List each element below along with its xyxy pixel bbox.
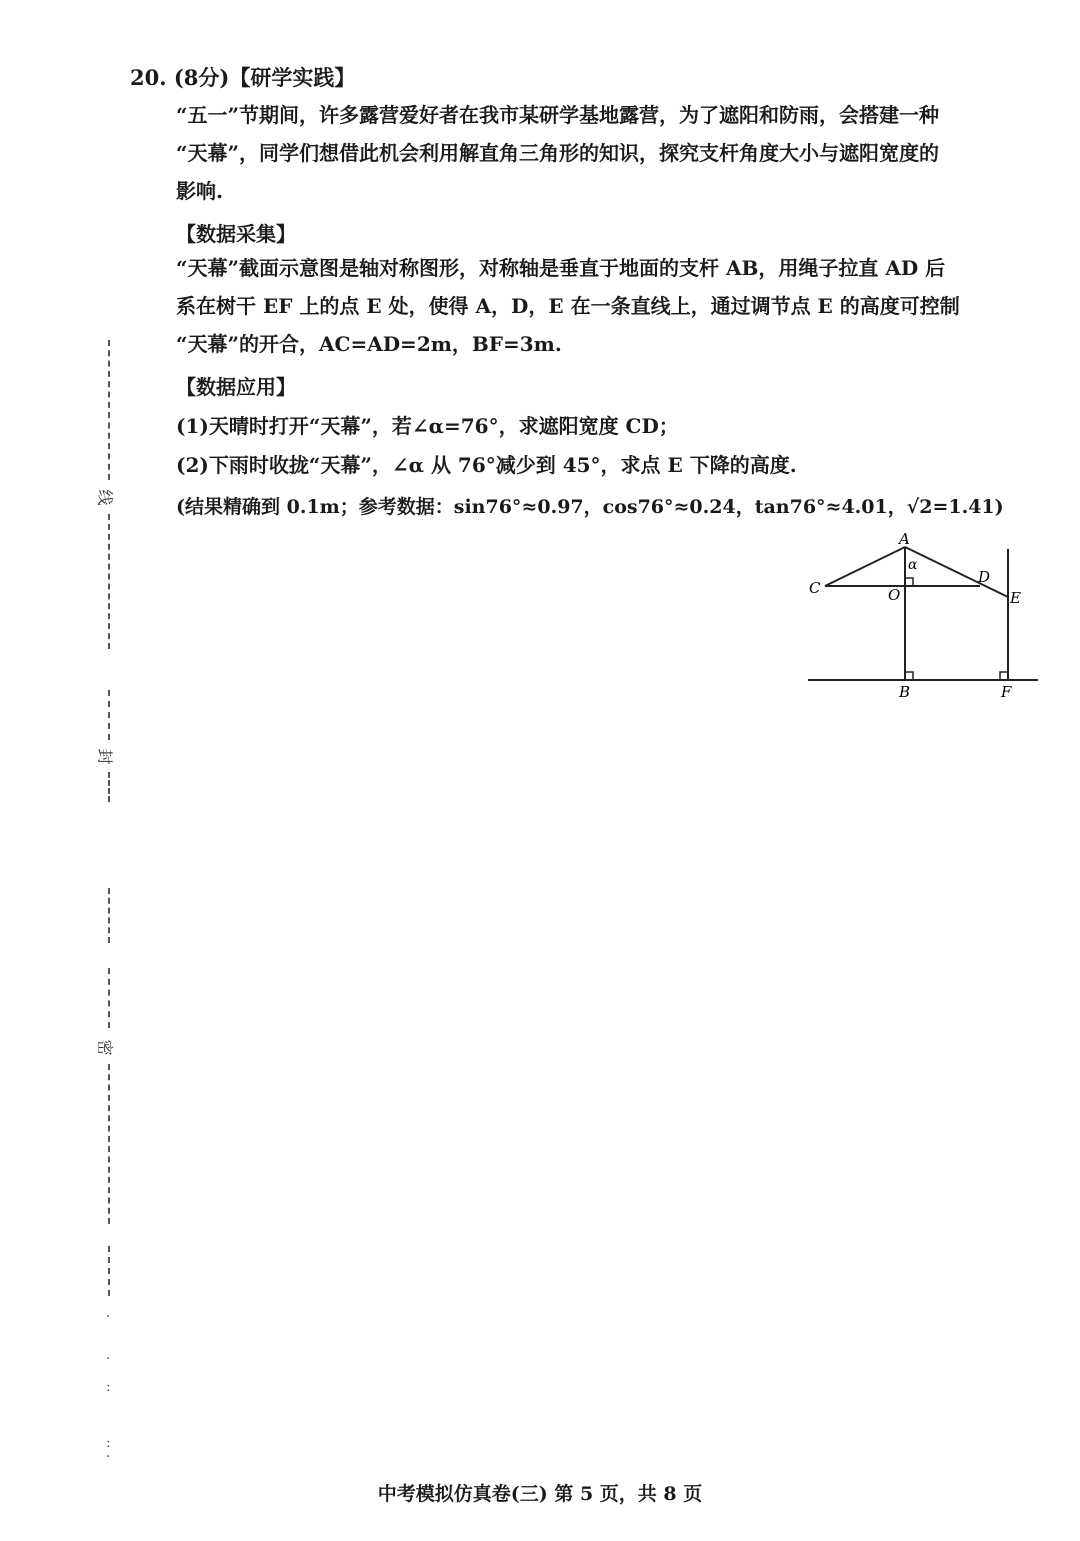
margin-dashed-line [108, 340, 110, 480]
data-collection-line-1: “天幕”截面示意图是轴对称图形，对称轴是垂直于地面的支杆 AB，用绳子拉直 AD 后 [176, 256, 946, 280]
label-c: C [809, 579, 821, 597]
right-angle-f [1000, 672, 1008, 680]
margin-char-line: 线 [95, 489, 115, 506]
label-a: A [899, 530, 910, 548]
data-application-title: 【数据应用】 [176, 375, 296, 399]
data-collection-line-2: 系在树干 EF 上的点 E 处，使得 A，D，E 在一条直线上，通过调节点 E 的高度可控制 [176, 294, 960, 318]
margin-char-seal: 封 [95, 748, 115, 765]
label-f: F [1001, 683, 1012, 701]
margin-dots: · · : : · [106, 1309, 111, 1465]
intro-line-1: “五一”节期间，许多露营爱好者在我市某研学基地露营，为了遮阳和防雨，会搭建一种 [176, 103, 940, 127]
margin-dashed-line [108, 690, 110, 740]
margin-dashed-line [108, 888, 110, 943]
data-collection-line-3: “天幕”的开合，AC=AD=2m，BF=3m. [176, 332, 562, 356]
right-angle-o [905, 578, 913, 586]
sub-question-1: (1)天晴时打开“天幕”，若∠α=76°，求遮阳宽度 CD； [176, 414, 679, 438]
question-header: 20. (8分)【研学实践】 [130, 65, 356, 90]
label-b: B [899, 683, 911, 701]
margin-dashed-line [108, 772, 110, 802]
label-alpha: α [908, 557, 918, 573]
margin-char-secret: 密 [95, 1039, 115, 1056]
line-ae [905, 547, 1008, 597]
intro-paragraph [176, 96, 1044, 210]
line-ac [825, 547, 905, 586]
right-angle-b [905, 672, 913, 680]
margin-dashed-line [108, 1064, 110, 1224]
margin-dashed-line [108, 1246, 110, 1296]
label-d: D [978, 568, 991, 586]
data-collection-paragraph [176, 249, 1044, 363]
label-e: E [1010, 589, 1021, 607]
reference-note: (结果精确到 0.1m；参考数据：sin76°≈0.97，cos76°≈0.24，tan76°≈4.01，√2=1.41) [176, 496, 1004, 518]
label-o: O [888, 586, 901, 604]
tent-diagram [800, 525, 1045, 705]
margin-dashed-line [108, 514, 110, 649]
margin-dashed-line [108, 968, 110, 1028]
sub-question-2: (2)下雨时收拢“天幕”，∠α 从 76°减少到 45°，求点 E 下降的高度. [176, 453, 797, 477]
data-collection-title: 【数据采集】 [176, 222, 296, 246]
intro-line-2: “天幕”，同学们想借此机会利用解直角三角形的知识，探究支杆角度大小与遮阳宽度的 [176, 141, 940, 165]
page-footer: 中考模拟仿真卷(三) 第 5 页，共 8 页 [377, 1483, 703, 1505]
intro-line-3: 影响. [176, 179, 223, 203]
